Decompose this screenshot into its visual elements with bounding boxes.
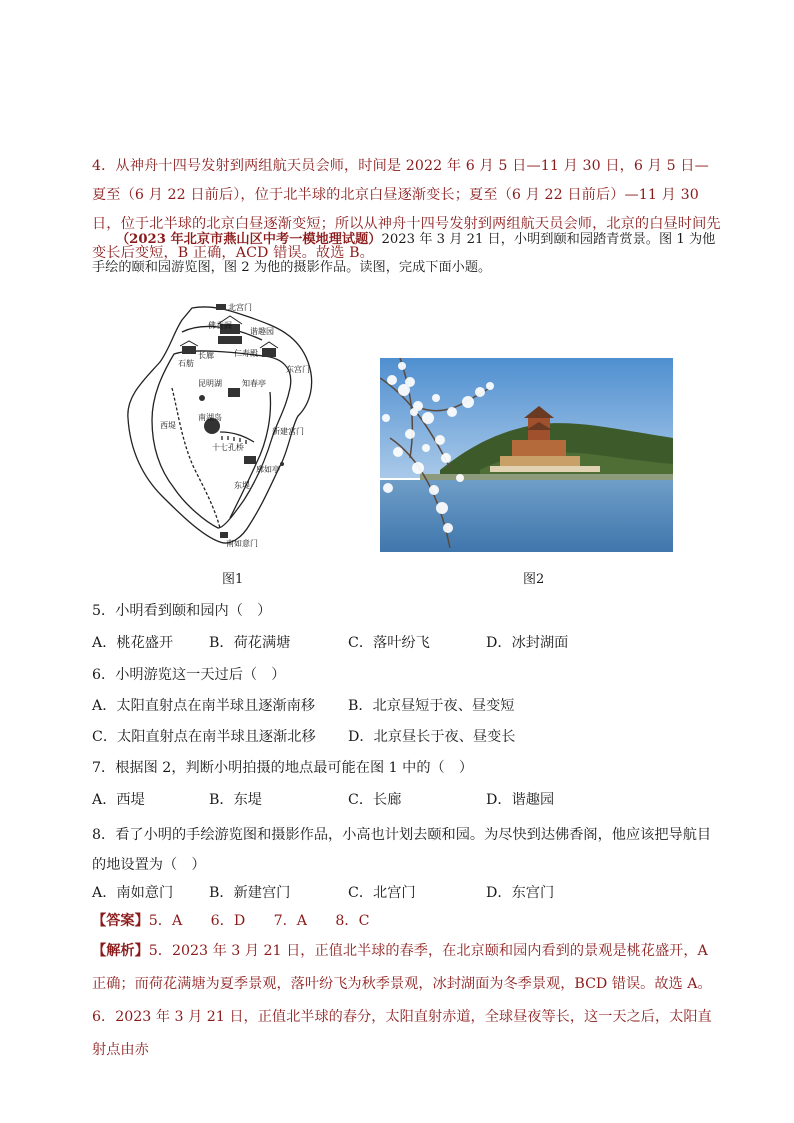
question-source: （2023 年北京市燕山区中考一模地理试题）: [116, 232, 382, 247]
question-7-stem: 7．根据图 2，判断小明拍摄的地点最可能在图 1 中的（ ）: [92, 760, 474, 776]
map-label-dong-gongmen: 东宫门: [286, 365, 310, 374]
q5-option-a: A．桃花盛开: [92, 635, 174, 651]
q8-option-d: D．东宫门: [486, 885, 555, 901]
map-label-xidi: 西堤: [160, 421, 176, 430]
q7-option-b: B．东堤: [209, 792, 262, 808]
analysis-block: [92, 935, 722, 1067]
analysis-p2: 6．2023 年 3 月 21 日，正值北半球的春分，太阳直射赤道，全球昼夜等长，这一天之后，太阳直射点由赤: [92, 1009, 712, 1058]
question-5-stem: 5．小明看到颐和园内（ ）: [92, 603, 272, 619]
q6-option-d: D．北京昼长于夜、昼变长: [348, 729, 516, 745]
intro-text: 2023 年 3 月 21 日，小明到颐和园踏青赏景。图 1 为他手绘的颐和园游览图，图 2 为他的摄影作品。读图，完成下面小题。: [92, 232, 716, 275]
answer-text: 5．A 6．D 7．A 8．C: [148, 913, 370, 929]
map-label-xiequyuan: 谐趣园: [250, 327, 274, 336]
summer-palace-map: [122, 292, 318, 554]
analysis-label: 【解析】: [92, 943, 149, 959]
map-label-changlang: 长廊: [198, 351, 214, 360]
q6-option-a: A．太阳直射点在南半球且逐渐南移: [92, 698, 316, 714]
figures: [0, 292, 794, 592]
q5-option-b: B．荷花满塘: [209, 635, 291, 651]
figure2-caption: 图2: [523, 572, 545, 587]
q8-option-a: A．南如意门: [92, 885, 174, 901]
question-6-stem: 6．小明游览这一天过后（ ）: [92, 667, 286, 683]
map-label-nanhudao: 南湖岛: [198, 413, 222, 422]
q7-option-d: D．谐趣园: [486, 792, 555, 808]
question-intro: [92, 226, 722, 282]
map-label-kuoruting: 廓如亭: [256, 465, 280, 474]
map-label-shiqikongqiao: 十七孔桥: [212, 443, 244, 452]
answer-line: [92, 910, 369, 930]
map-label-dongdi: 东堤: [234, 481, 250, 490]
q4-explanation: 4．从神舟十四号发射到两组航天员会师，时间是 2022 年 6 月 5 日—11 月 30 日，6 月 5 日—夏至（6 月 22 日前后），位于北半球的北京白昼逐渐变长；夏至（6 月 22 日前后）—11 月 30 日，位于北半球的北京白昼逐渐变短；所以从神舟十四号发射到两组航天员会师，北京的白昼时间先变长后变短，B 正确，ACD 错误。故选 B。: [92, 158, 721, 261]
q5-option-d: D．冰封湖面: [486, 635, 569, 651]
map-label-zhichunting: 知春亭: [242, 379, 266, 388]
map-label-kunminghu: 昆明湖: [198, 379, 222, 388]
answer-label: 【答案】: [92, 913, 149, 929]
map-label-nan-ruyimen: 南如意门: [226, 539, 258, 548]
q6-option-c: C．太阳直射点在南半球且逐渐北移: [92, 729, 316, 745]
figure1-caption: 图1: [222, 572, 244, 587]
map-label-renshoudian: 仁寿殿: [234, 349, 258, 358]
summer-palace-photo: [380, 358, 673, 552]
q5-option-c: C．落叶纷飞: [348, 635, 430, 651]
question-8-stem: 8．看了小明的手绘游览图和摄影作品，小高也计划去颐和园。为尽快到达佛香阁，他应该把导航目的地设置为（ ）: [92, 827, 712, 873]
q8-option-c: C．北宫门: [348, 885, 416, 901]
q6-option-b: B．北京昼短于夜、昼变短: [348, 698, 515, 714]
q7-option-a: A．西堤: [92, 792, 145, 808]
map-label-bei-gongmen: 北宫门: [228, 303, 252, 312]
map-label-shifang: 石舫: [178, 359, 194, 368]
map-label-foxiangge: 佛香阁: [208, 321, 232, 330]
analysis-p1-text: 5．2023 年 3 月 21 日，正值北半球的春季，在北京颐和园内看到的景观是桃花盛开，A 正确；而荷花满塘为夏季景观，落叶纷飞为秋季景观，冰封湖面为冬季景观，BCD 错误。故选 A。: [92, 943, 712, 992]
q7-option-c: C．长廊: [348, 792, 402, 808]
map-label-xinjian-gongmen: 新建宫门: [272, 427, 304, 436]
q8-option-b: B．新建宫门: [209, 885, 291, 901]
analysis-p1: [92, 935, 722, 1001]
